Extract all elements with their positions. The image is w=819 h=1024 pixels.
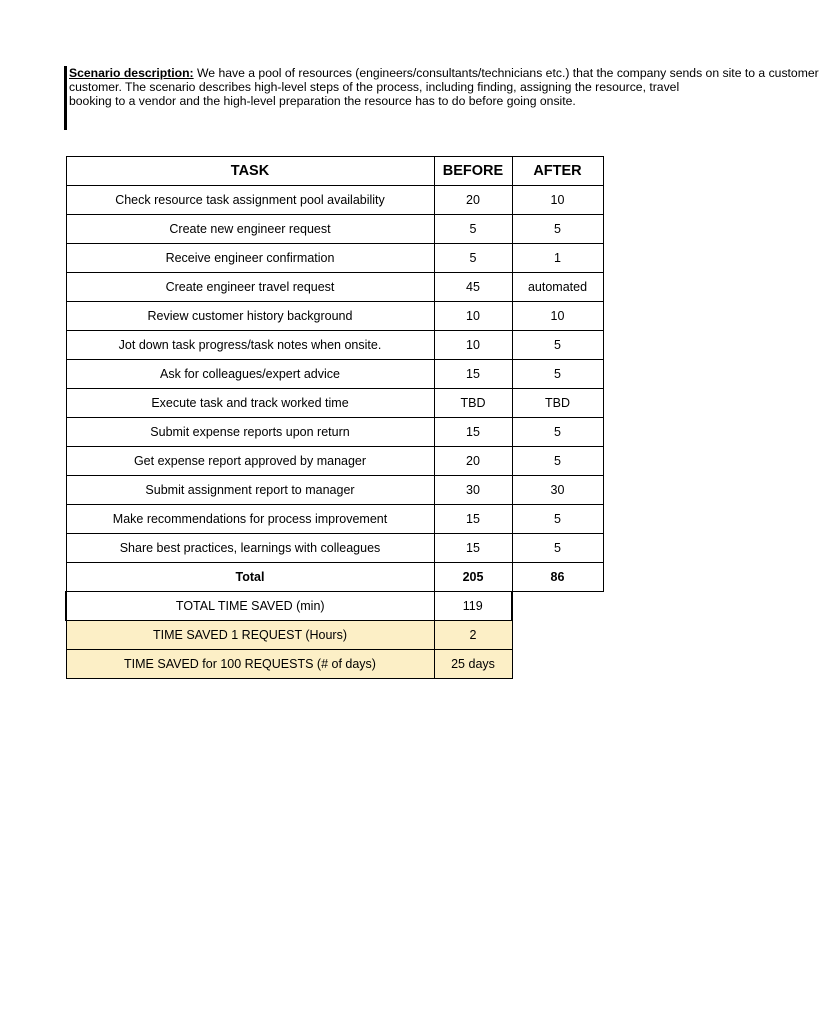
task-cell: Create engineer travel request (66, 273, 434, 302)
before-cell: TBD (434, 389, 512, 418)
table-row (66, 534, 603, 563)
after-cell: 10 (512, 186, 603, 215)
total-before: 205 (434, 563, 512, 592)
scenario-line-3: booking to a vendor and the high-level preparation the resource has to do before going onsite. (69, 94, 576, 108)
task-cell: Execute task and track worked time (66, 389, 434, 418)
task-cell: Get expense report approved by manager (66, 447, 434, 476)
time-saved-min-row (66, 592, 603, 621)
after-cell: automated (512, 273, 603, 302)
before-cell: 15 (434, 534, 512, 563)
before-cell: 10 (434, 302, 512, 331)
task-cell: Submit assignment report to manager (66, 476, 434, 505)
task-cell: Review customer history background (66, 302, 434, 331)
time-saved-hours-label: TIME SAVED 1 REQUEST (Hours) (66, 621, 434, 650)
total-after: 86 (512, 563, 603, 592)
before-cell: 20 (434, 186, 512, 215)
table-row (66, 331, 603, 360)
header-after: AFTER (512, 157, 603, 186)
task-cell: Share best practices, learnings with colleagues (66, 534, 434, 563)
total-label: Total (66, 563, 434, 592)
before-cell: 20 (434, 447, 512, 476)
after-cell: 5 (512, 418, 603, 447)
after-cell: 5 (512, 534, 603, 563)
task-time-table (65, 156, 604, 679)
table-row (66, 447, 603, 476)
task-cell: Check resource task assignment pool availability (66, 186, 434, 215)
time-saved-hours-row (66, 621, 603, 650)
time-saved-min-value: 119 (434, 592, 512, 621)
table-row (66, 418, 603, 447)
scenario-description (64, 66, 819, 130)
before-cell: 5 (434, 244, 512, 273)
scenario-line-1: Scenario description: We have a pool of resources (engineers/consultants/technicians etc.) that the company sends on site to a customer (69, 66, 819, 80)
after-cell: 5 (512, 505, 603, 534)
before-cell: 10 (434, 331, 512, 360)
scenario-line-2: customer. The scenario describes high-level steps of the process, including finding, assigning the resource, travel (69, 80, 680, 94)
total-row (66, 563, 603, 592)
time-saved-hours-value: 2 (434, 621, 512, 650)
time-saved-days-label: TIME SAVED for 100 REQUESTS (# of days) (66, 650, 434, 679)
table-row (66, 505, 603, 534)
table-row (66, 476, 603, 505)
task-cell: Receive engineer confirmation (66, 244, 434, 273)
after-cell: 1 (512, 244, 603, 273)
after-cell: 10 (512, 302, 603, 331)
before-cell: 45 (434, 273, 512, 302)
after-cell: 5 (512, 331, 603, 360)
time-saved-days-value: 25 days (434, 650, 512, 679)
before-cell: 15 (434, 418, 512, 447)
time-saved-min-label: TOTAL TIME SAVED (min) (66, 592, 434, 621)
table-header-row (66, 157, 603, 186)
task-cell: Create new engineer request (66, 215, 434, 244)
after-cell: 30 (512, 476, 603, 505)
task-cell: Make recommendations for process improvement (66, 505, 434, 534)
empty-cell (512, 592, 603, 621)
scenario-label: Scenario description: (69, 66, 194, 80)
empty-cell (512, 650, 603, 679)
after-cell: TBD (512, 389, 603, 418)
table-row (66, 302, 603, 331)
after-cell: 5 (512, 360, 603, 389)
table-row (66, 273, 603, 302)
task-cell: Jot down task progress/task notes when onsite. (66, 331, 434, 360)
task-cell: Submit expense reports upon return (66, 418, 434, 447)
table-row (66, 215, 603, 244)
before-cell: 5 (434, 215, 512, 244)
table-row (66, 244, 603, 273)
after-cell: 5 (512, 215, 603, 244)
before-cell: 15 (434, 505, 512, 534)
task-cell: Ask for colleagues/expert advice (66, 360, 434, 389)
after-cell: 5 (512, 447, 603, 476)
empty-cell (512, 621, 603, 650)
before-cell: 30 (434, 476, 512, 505)
before-cell: 15 (434, 360, 512, 389)
header-task: TASK (66, 157, 434, 186)
table-row (66, 389, 603, 418)
table-row (66, 186, 603, 215)
table-row (66, 360, 603, 389)
time-saved-days-row (66, 650, 603, 679)
header-before: BEFORE (434, 157, 512, 186)
